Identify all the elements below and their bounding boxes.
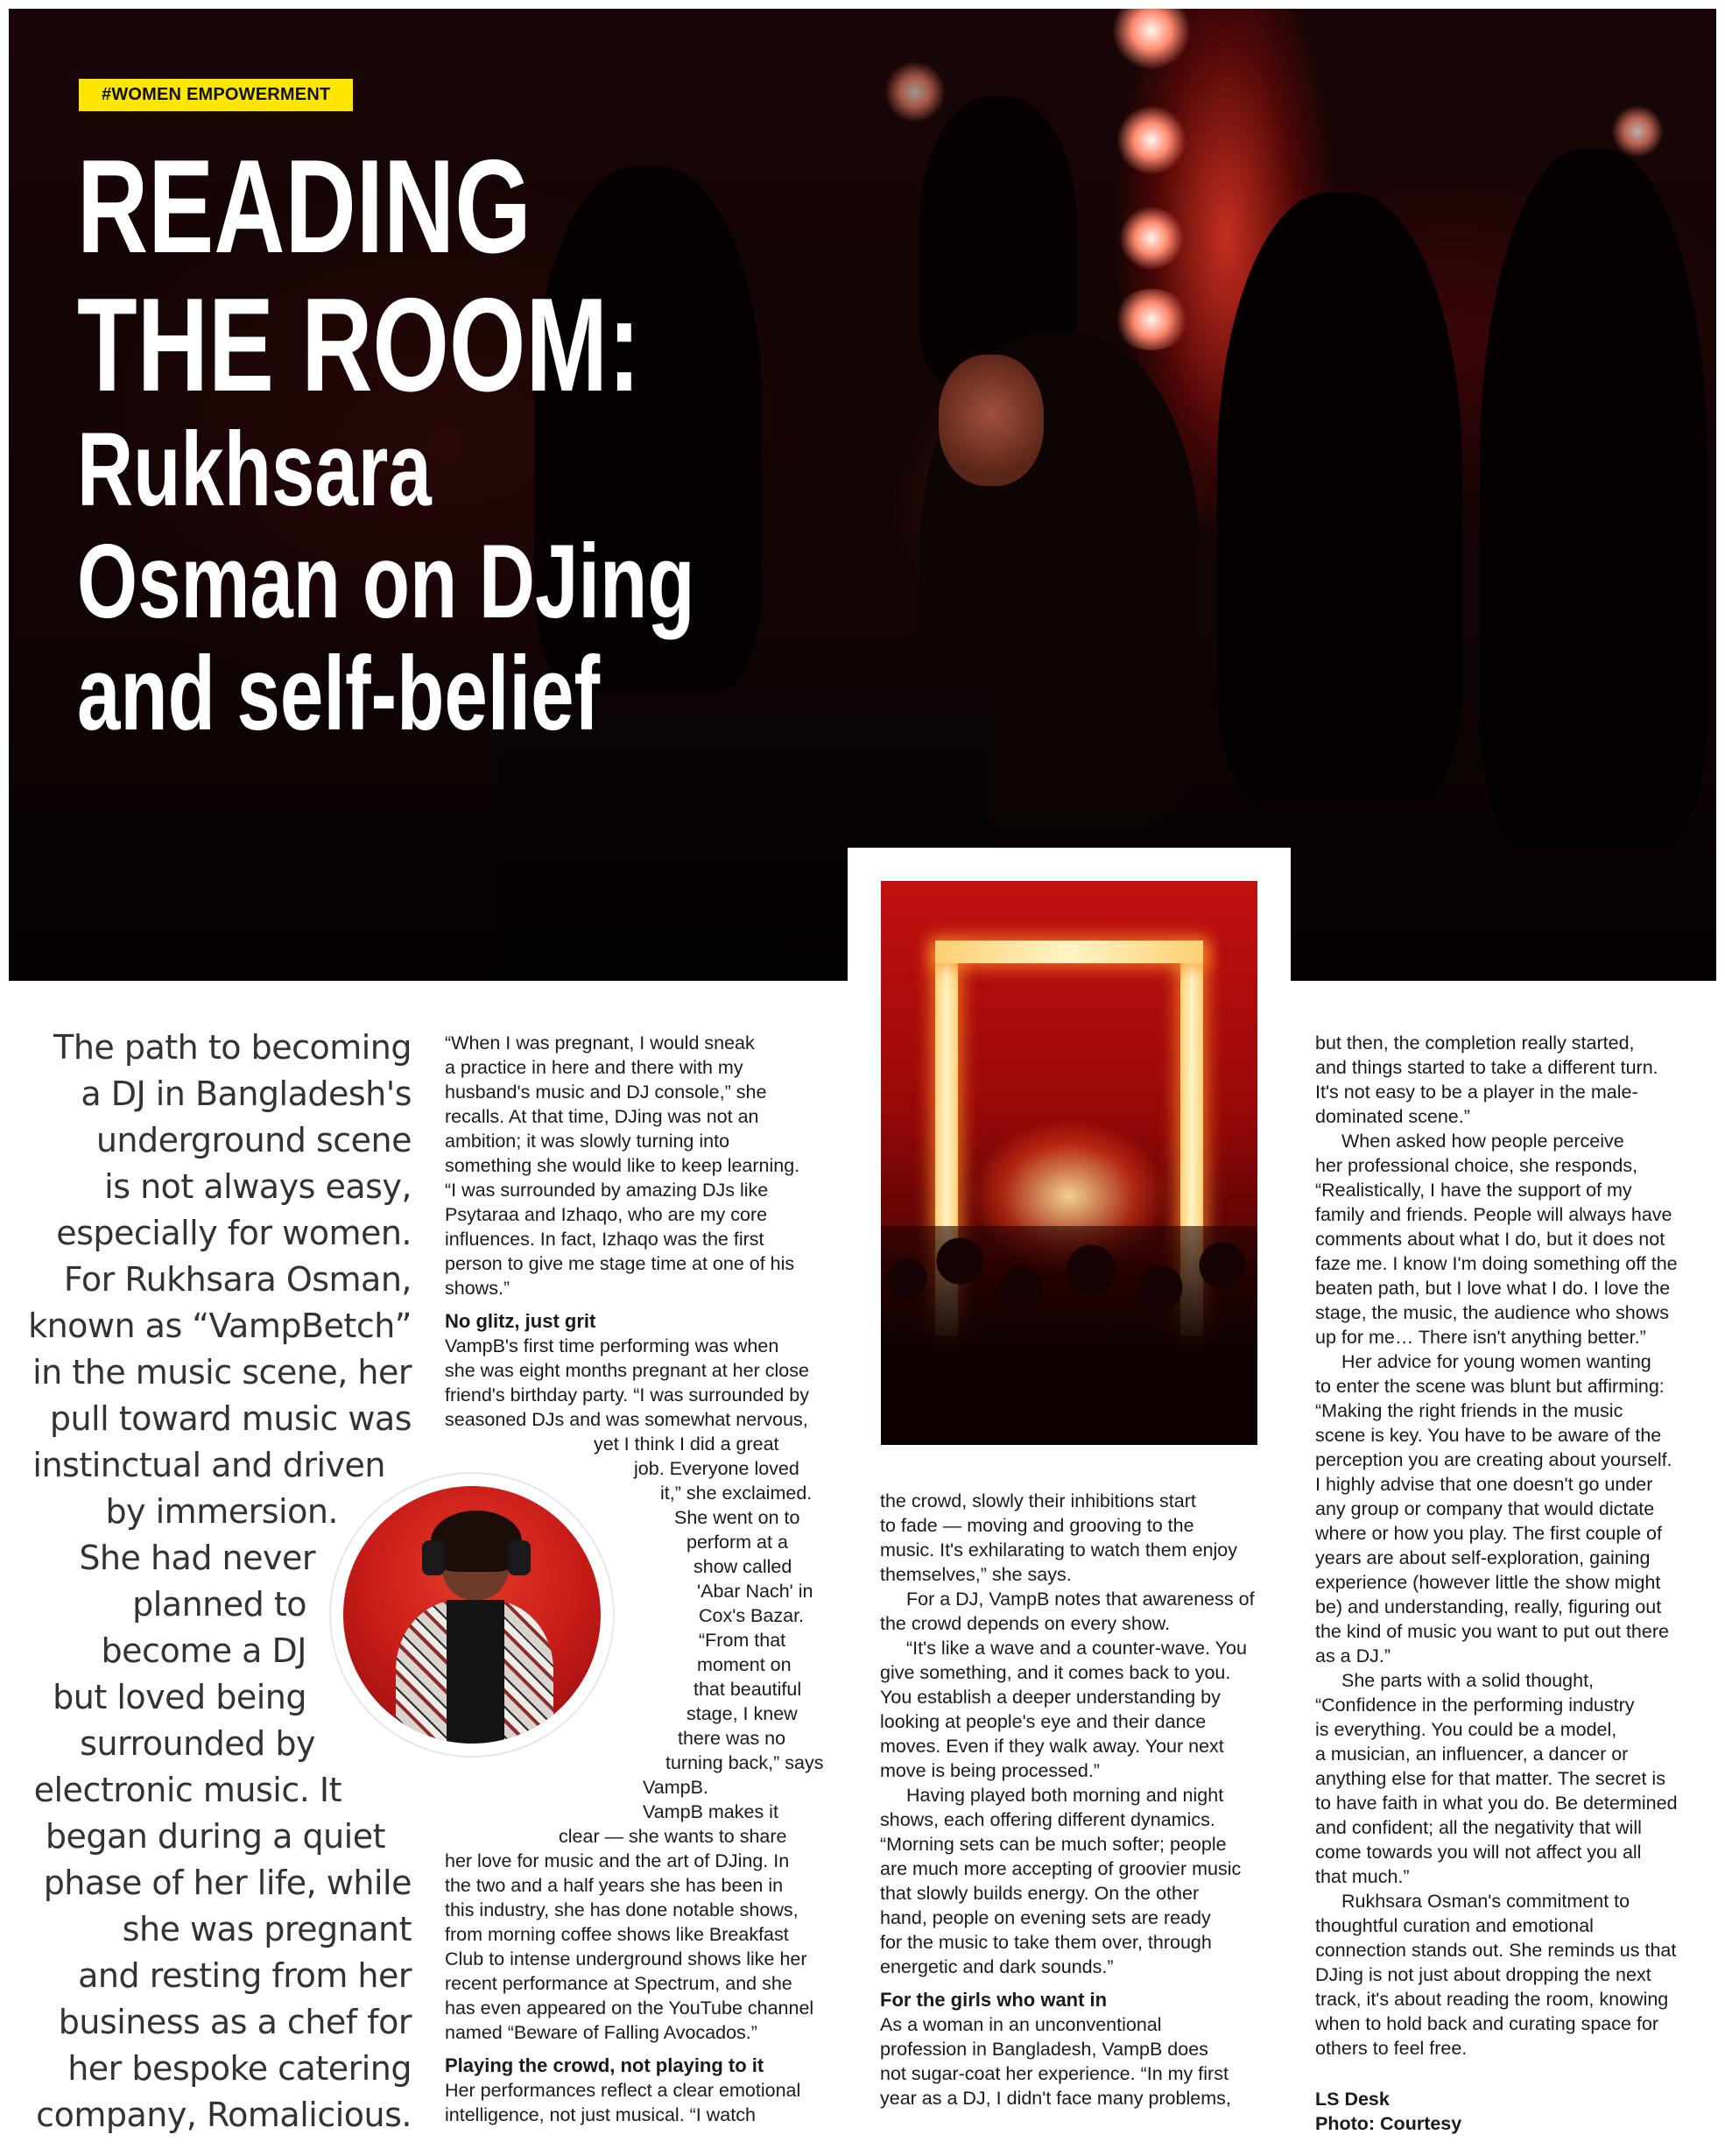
text-line: influences. In fact, Izhaqo was the first <box>445 1229 764 1250</box>
text-line: You establish a deeper understanding by <box>880 1687 1221 1708</box>
text-line: recent performance at Spectrum, and she <box>445 1973 792 1994</box>
text-line: show called <box>694 1556 792 1577</box>
paragraph <box>445 2078 848 2127</box>
paragraph <box>1315 1031 1716 1129</box>
text-line: looking at people's eye and their dance <box>880 1711 1207 1732</box>
lead-line: phase of her life, while <box>43 1864 412 1902</box>
subheading: No glitz, just grit <box>445 1310 596 1332</box>
lead-line: known as “VampBetch” <box>28 1307 412 1345</box>
text-line: “From that <box>699 1630 786 1651</box>
lead-line: but loved being <box>53 1678 306 1716</box>
text-line: connection stands out. She reminds us that <box>1315 1940 1677 1961</box>
text-line: years are about self-exploration, gaining <box>1315 1547 1651 1568</box>
text-line: give something, and it comes back to you. <box>880 1662 1231 1683</box>
text-line: anything else for that matter. The secret is <box>1315 1768 1665 1789</box>
text-line: “It's like a wave and a counter-wave. You <box>906 1638 1247 1659</box>
text-line: “When I was pregnant, I would sneak <box>445 1032 755 1053</box>
text-line: the kind of music you want to put out there <box>1315 1621 1669 1642</box>
text-line: “I was surrounded by amazing DJs like <box>445 1180 769 1201</box>
text-line: themselves,” she says. <box>880 1564 1072 1585</box>
text-line: and confident; all the negativity that will <box>1315 1817 1642 1838</box>
column-4 <box>1315 1031 1716 2136</box>
text-line: perception you are creating about yourself. <box>1315 1449 1672 1470</box>
lead-line: in the music scene, her <box>32 1353 412 1392</box>
text-line: are much more accepting of groovier music <box>880 1858 1242 1879</box>
hero-photo <box>9 9 1716 981</box>
text-line: thoughtful curation and emotional <box>1315 1915 1594 1936</box>
text-line: that slowly builds energy. On the other <box>880 1883 1200 1904</box>
paragraph <box>880 1783 1283 1979</box>
lead-line: is not always easy, <box>104 1167 412 1206</box>
text-line: be) and understanding, really, figuring out <box>1315 1596 1662 1617</box>
text-line: a practice in here and there with my <box>445 1057 743 1078</box>
text-line: stage, I knew <box>686 1703 798 1724</box>
headline-line: and self-belief <box>77 635 601 752</box>
text-line: scene is key. You have to be aware of the <box>1315 1425 1662 1446</box>
column-3 <box>880 1489 1283 2110</box>
text-line: there was no <box>678 1728 786 1749</box>
paragraph <box>1315 1668 1716 1889</box>
text-line: shows.” <box>445 1278 510 1299</box>
text-line: Having played both morning and night <box>906 1785 1224 1806</box>
text-line: Club to intense underground shows like her <box>445 1948 807 1969</box>
text-line: that much.” <box>1315 1866 1410 1887</box>
paragraph <box>880 1636 1283 1783</box>
text-line: clear — she wants to share <box>559 1826 787 1847</box>
text-line: comments about what I do, but it does not <box>1315 1229 1665 1250</box>
text-line: turning back,” says <box>665 1752 824 1773</box>
lead-line: began during a quiet <box>45 1817 385 1856</box>
arch-top <box>935 941 1203 963</box>
author-credit: LS Desk <box>1315 2089 1390 2110</box>
text-line: VampB's first time performing was when <box>445 1335 779 1356</box>
stage-arch-photo <box>881 881 1257 1445</box>
text-line: the crowd depends on every show. <box>880 1613 1171 1634</box>
paragraph <box>445 1849 848 2045</box>
text-line: this industry, she has done notable shows, <box>445 1899 799 1920</box>
headline-line: THE ROOM: <box>77 271 641 419</box>
text-line: “Realistically, I have the support of my <box>1315 1180 1632 1201</box>
text-line: her love for music and the art of DJing. In <box>445 1850 790 1871</box>
lead-line: planned to <box>132 1585 306 1624</box>
paragraph <box>445 1031 848 1300</box>
text-line: it,” she exclaimed. <box>660 1483 813 1504</box>
text-line: the two and a half years she has been in <box>445 1875 784 1896</box>
text-line: I highly advise that one doesn't go under <box>1315 1474 1653 1495</box>
category-tag: #WOMEN EMPOWERMENT <box>79 79 353 111</box>
text-line: from morning coffee shows like Breakfast <box>445 1924 789 1945</box>
lead-line: underground scene <box>95 1121 412 1159</box>
text-line: has even appeared on the YouTube channel <box>445 1997 814 2019</box>
text-line: job. Everyone loved <box>634 1458 799 1479</box>
text-line: As a woman in an unconventional <box>880 2014 1162 2035</box>
text-line: 'Abar Nach' in <box>697 1581 813 1602</box>
text-line: up for me… There isn't anything better.” <box>1315 1327 1646 1348</box>
text-line: recalls. At that time, DJing was not an <box>445 1106 759 1127</box>
text-line: to fade — moving and grooving to the <box>880 1515 1194 1536</box>
text-line: as a DJ.” <box>1315 1645 1391 1666</box>
headline-line: READING <box>77 132 532 281</box>
stage-light <box>1116 105 1186 175</box>
text-line: “Morning sets can be much softer; people <box>880 1834 1227 1855</box>
stage-light <box>1611 105 1664 158</box>
text-line: Her performances reflect a clear emotional <box>445 2080 801 2101</box>
text-line: seasoned DJs and was somewhat nervous, <box>445 1409 808 1430</box>
crowd-silhouette <box>1217 193 1462 806</box>
text-line: moves. Even if they walk away. Your next <box>880 1736 1224 1757</box>
lead-line: business as a chef for <box>58 2003 412 2041</box>
stage-light <box>884 61 946 123</box>
column-2 <box>445 1031 848 2127</box>
text-line: family and friends. People will always have <box>1315 1204 1672 1225</box>
lead-line: instinctual and driven <box>32 1446 385 1484</box>
text-line: experience (however little the show might <box>1315 1572 1661 1593</box>
crowd-silhouette <box>1480 149 1707 849</box>
text-line: hand, people on evening sets are ready <box>880 1907 1211 1928</box>
text-line: she was eight months pregnant at her close <box>445 1360 809 1381</box>
lead-line: She had never <box>79 1539 315 1577</box>
lead-line: a DJ in Bangladesh's <box>81 1074 412 1113</box>
text-line: intelligence, not just musical. “I watch <box>445 2104 756 2125</box>
text-line: It's not easy to be a player in the male- <box>1315 1082 1638 1103</box>
text-line: and things started to take a different turn. <box>1315 1057 1658 1078</box>
paragraph <box>1315 1349 1716 1668</box>
paragraph <box>1315 1889 1716 2061</box>
text-line: perform at a <box>686 1532 788 1553</box>
lead-line: become a DJ <box>101 1631 306 1670</box>
subheading: Playing the crowd, not playing to it <box>445 2054 764 2076</box>
subheading: For the girls who want in <box>880 1989 1108 2011</box>
text-line: where or how you play. The first couple of <box>1315 1523 1662 1544</box>
lead-line: she was pregnant <box>122 1910 412 1948</box>
text-line: a musician, an influencer, a dancer or <box>1315 1744 1629 1765</box>
text-line: come towards you will not affect you all <box>1315 1842 1642 1863</box>
lead-line: company, Romalicious. <box>36 2096 412 2134</box>
stage-light <box>1119 206 1184 271</box>
text-line: that beautiful <box>694 1679 802 1700</box>
text-line: friend's birthday party. “I was surrounded by <box>445 1384 809 1406</box>
paragraph <box>1315 1129 1716 1349</box>
crowd <box>881 1226 1257 1445</box>
text-line: energetic and dark sounds.” <box>880 1956 1114 1977</box>
text-line: but then, the completion really started, <box>1315 1032 1635 1053</box>
lead-line: by immersion. <box>105 1492 338 1531</box>
text-line: year as a DJ, I didn't face many problems, <box>880 2088 1231 2109</box>
text-line: is everything. You could be a model, <box>1315 1719 1617 1740</box>
text-line: dominated scene.” <box>1315 1106 1470 1127</box>
stage-light <box>1112 289 1191 350</box>
text-line: For a DJ, VampB notes that awareness of <box>906 1589 1255 1610</box>
lead-line: especially for women. <box>56 1214 412 1252</box>
text-line: to have faith in what you do. Be determined <box>1315 1793 1678 1814</box>
text-line: when to hold back and curating space for <box>1315 2013 1659 2034</box>
text-line: moment on <box>697 1654 792 1675</box>
text-line: faze me. I know I'm doing something off the <box>1315 1253 1678 1274</box>
text-line: When asked how people perceive <box>1341 1131 1624 1152</box>
lead-line: For Rukhsara Osman, <box>63 1260 412 1299</box>
text-line: Her advice for young women wanting <box>1341 1351 1651 1372</box>
dj-face <box>939 355 1044 486</box>
lead-line: surrounded by <box>80 1724 315 1763</box>
text-line: She went on to <box>674 1507 800 1528</box>
text-line: others to feel free. <box>1315 2038 1468 2059</box>
text-line: her professional choice, she responds, <box>1315 1155 1638 1176</box>
lead-line: her bespoke catering <box>67 2049 412 2088</box>
headphone-icon <box>422 1540 445 1575</box>
text-line: music. It's exhilarating to watch them enjoy <box>880 1539 1238 1561</box>
text-line: “Making the right friends in the music <box>1315 1400 1623 1421</box>
text-line: not sugar-coat her experience. “In my first <box>880 2063 1229 2084</box>
text-line: the crowd, slowly their inhibitions start <box>880 1490 1196 1511</box>
text-line: husband's music and DJ console,” she <box>445 1082 767 1103</box>
headline-line: Osman on DJing <box>77 523 695 640</box>
paragraph <box>445 1334 848 1849</box>
headline <box>77 132 912 753</box>
text-line: Psytaraa and Izhaqo, who are my core <box>445 1204 768 1225</box>
text-line: Rukhsara Osman's commitment to <box>1341 1891 1630 1912</box>
headline-line: Rukhsara <box>77 411 432 528</box>
text-line: Cox's Bazar. <box>699 1605 805 1626</box>
text-line: shows, each offering different dynamics. <box>880 1809 1215 1830</box>
lead-line: electronic music. It <box>33 1771 341 1809</box>
text-line: stage, the music, the audience who shows <box>1315 1302 1669 1323</box>
paragraph <box>880 1489 1283 1587</box>
text-line: VampB makes it <box>643 1801 778 1822</box>
text-line: any group or company that would dictate <box>1315 1498 1655 1519</box>
text-line: track, it's about reading the room, knowing <box>1315 1989 1669 2010</box>
text-line: something she would like to keep learning. <box>445 1155 800 1176</box>
text-line: profession in Bangladesh, VampB does <box>880 2039 1208 2060</box>
text-line: DJing is not just about dropping the next <box>1315 1964 1651 1985</box>
lead-line: and resting from her <box>78 1956 412 1995</box>
text-line: She parts with a solid thought, <box>1341 1670 1595 1691</box>
text-line: beaten path, but I love what I do. I love the <box>1315 1278 1671 1299</box>
byline <box>1315 2087 1716 2136</box>
text-line: “Confidence in the performing industry <box>1315 1695 1635 1716</box>
paragraph <box>880 2012 1283 2110</box>
lead-line: pull toward music was <box>49 1399 412 1438</box>
text-line: named “Beware of Falling Avocados.” <box>445 2022 757 2043</box>
text-line: ambition; it was slowly turning into <box>445 1131 730 1152</box>
inset-photo-frame <box>848 848 1291 1478</box>
text-line: to enter the scene was blunt but affirming: <box>1315 1376 1665 1397</box>
stage-light <box>1112 9 1191 70</box>
photo-credit: Photo: Courtesy <box>1315 2113 1462 2134</box>
text-line: VampB. <box>643 1777 708 1798</box>
paragraph <box>880 1587 1283 1636</box>
lead-line: The path to becoming <box>53 1028 412 1067</box>
text-line: move is being processed.” <box>880 1760 1100 1781</box>
text-line: for the music to take them over, through <box>880 1932 1212 1953</box>
text-line: person to give me stage time at one of his <box>445 1253 795 1274</box>
text-line: yet I think I did a great <box>594 1434 779 1455</box>
